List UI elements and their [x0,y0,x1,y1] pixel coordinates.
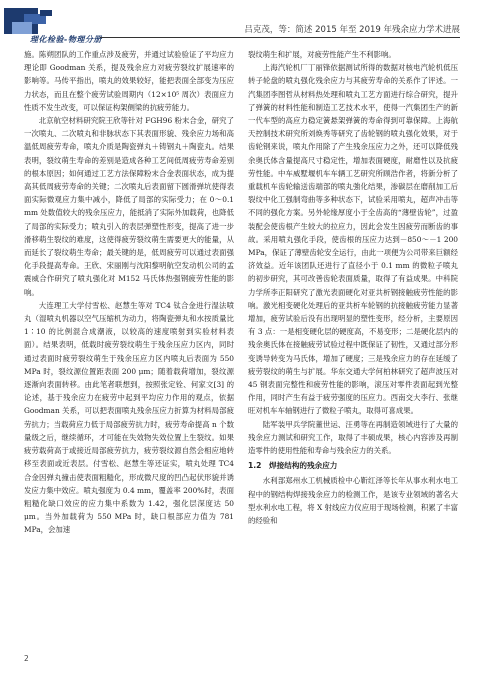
article-body [24,48,458,648]
left-column [24,48,234,648]
page-header [0,0,480,44]
paragraph: 上海汽轮机厂丁丽锋依据测试所得的数据对核电汽轮机低压转子轮盘的喷丸强化残余应力与其疲劳寿命的关系作了评述。一汽集团李图哲从材料热处理和喷丸工艺方面进行综合研究，提升了弹簧的材料性能和制造工艺技术水平，使得一汽集团生产的新一代车型的高应力稳定簧悬架弹簧的寿命得到可靠保障。上海航天控制技术研究所刘焕秀等研究了齿轮钢的喷丸强化效果，对于齿轮钢来说，喷丸作用除了产生残余压应力之外，还可以降低残余奥氏体含量提高尺寸稳定性，增加表面硬度，耐磨性以及抗疲劳性能。中车威墅堰机车车辆工艺研究所顾浩作者，将新分析了重载机车齿轮输送齿端部的喷丸強化结果，渗碳层在磨削加工后裂纹中化工强制弯曲等多种状态下，试验采用喷丸，超声冲击等不同的强化方案。另外轮缘厚度小于全齿高的“薄壁齿轮”，过盈装配会使齿根产生较大的拉应力，因此会发生因疲劳而断齿的事故。采用喷丸强化手段，使齿根的压应力达到－850～－1 200 MPa，保证了薄壁齿轮安全运行，由此一项便为公司带来巨额经济效益。近年该团队还进行了直径小于 0.1 mm 的微粒子喷丸的初步研究，其可改善齿轮表面质量，取得了有益成果。中科院力学所李正阳研究了激光表面硬化对亚共析钢接触疲劳性能的影响。激光相变硬化处理后的亚共析车轮钢的抗接触疲劳能力显著增加，疲劳试验后没有出现明显的塑性变形，经分析，主要原因有 3 点：一是相变硬化层的硬度高，不易变形；二是硬化层内的残余奥氏体在接触疲劳试验过程中既保证了韧性，又通过部分形变诱导转变为马氏体，增加了硬度；三是残余应力的存在延缓了疲劳裂纹的萌生与扩展。华东交通大学何柏林研究了超声波压对 45 钢表面完整性和疲劳性能的影响，滚压对零件表面起到光整作用，同时产生有益于疲劳强度的压应力。西南交大李行、张继旺对机车车轴钢进行了微粒子喷丸，取得可喜成果。 [248,63,458,416]
paragraph: 陆军装甲兵学院董世运、汪勇等在再制造领域进行了大量的残余应力测试和研究工作，取得了丰硕成果，核心内容涉及再制造零件的使用性能和寿命与残余应力的关系。 [248,419,458,456]
paragraph: 施。陈朔团队的工作重点涉及疲劳，并通过试验验证了平均应力理论即 Goodman 关系，提及残余应力对疲劳裂纹扩展速率的影响等。马传平指出，喷丸的效果较好，能把表面全部变为压应力状态，而且在整个疲劳试验周期内（12×10⁵ 周次）表面应力性质不发生改变，可以保证构架侧梁的抗疲劳能力。 [24,50,234,112]
paragraph: 水利部郑州水工机械质检中心靳红泽等长年从事水利水电工程中的钢结构焊接残余应力的检测工作，是该专业领域的著名大型水利水电工程，将 X 射线应力仪应用于现场检测，积累了丰富的经验和 [248,476,458,525]
page-number: 2 [24,654,29,663]
header-rule [100,37,460,38]
journal-name: 理化检验-物理分册 [30,35,102,44]
paragraph: 大连理工大学付雪松、赵慧生等对 TC4 钛合金进行湿法喷丸（湿喷丸机器以空气压缩机为动力，将陶瓷弹丸和水按质量比 1∶10 的比例混合成潮液，以较高的速度喷射到实验材料表面）。结果表明，低载时疲劳裂纹萌生于残余压应力区内，同时通过表面时疲劳裂纹萌生于残余压应力区内喷丸后表面为 550 MPa 时，裂纹源位置距表面 200 μm；随着载荷增加，裂纹源逐渐向表面转移。由此笔者联想到，按照张定铨、何家文[3] 的论述，基于残余应力在疲劳中起到平均应力作用的观点，依据 Goodman 关系，可以把表面喷丸残余压应力折算为材料局部疲劳抗力；当载荷应力低于局部疲劳抗力时，疲劳寿命提高 n 个数量级之后，继续循环，才可能在失效物失效位置上生裂纹。如果疲劳载荷高于或接近局部疲劳抗力，疲劳裂纹源自然会相应地转移至表面或近表层。付雪松、赵慧生等还证实，喷丸处理 TC4 合金因弹丸撞击使表面粗糙化，形成微尺度的凹凸起伏形貌并诱发应力集中效应。喷丸强度为 0.4 mm，覆盖率 200%时，表面粗糙化缺口效应的应力集中系数为 1.42，强化层深度达 50 μm。当外加载荷为 550 MPa 时，缺口根部应力值为 781 MPa，会加速 [24,300,234,535]
right-column [248,48,458,648]
section-heading: 1.2 焊接结构的残余应力 [248,461,338,471]
paragraph: 北京航空材料研究院王欣等针对 FGH96 粉末合金，研究了一次喷丸、二次喷丸和非脉状态下其表面形貌、残余应力场和高温低周疲劳寿命，喷丸介质是陶瓷弹丸＋铸钢丸＋陶瓷丸。结果表明，裂纹萌生寿命的差别是造成各种工艺间低周疲劳寿命差别的根本原因；如何通过工艺方法保障粉末合金表面状态，成为提高其低周疲劳寿命的关键；二次喷丸后表面留下圆滑弹坑使得表面实际微观应力集中减小，降低了局部的实际受力；在 0～0.1 mm 处数值较大的残余压应力，能抵消了实际外加载荷，也降低了局部的实际受力；喷丸引入的表层弹塑性形变，提高了进一步滑移萌生裂纹的难度，这使得疲劳裂纹萌生需要更大的能量，从而延长了裂纹萌生寿命；最关键的是，低周疲劳可以通过表面强化手段提高寿命。王欣、宋丽刚与沈阳黎明航空发动机公司的孟震威合作研究了喷丸强化对 M152 马氏体热强钢疲劳性能的影响。 [24,116,234,297]
paragraph: 裂纹萌生和扩展，对疲劳性能产生不利影响。 [248,50,396,59]
running-head: 吕克茂，等：简述 2015 年至 2019 年残余应力学术进展 [244,25,460,35]
